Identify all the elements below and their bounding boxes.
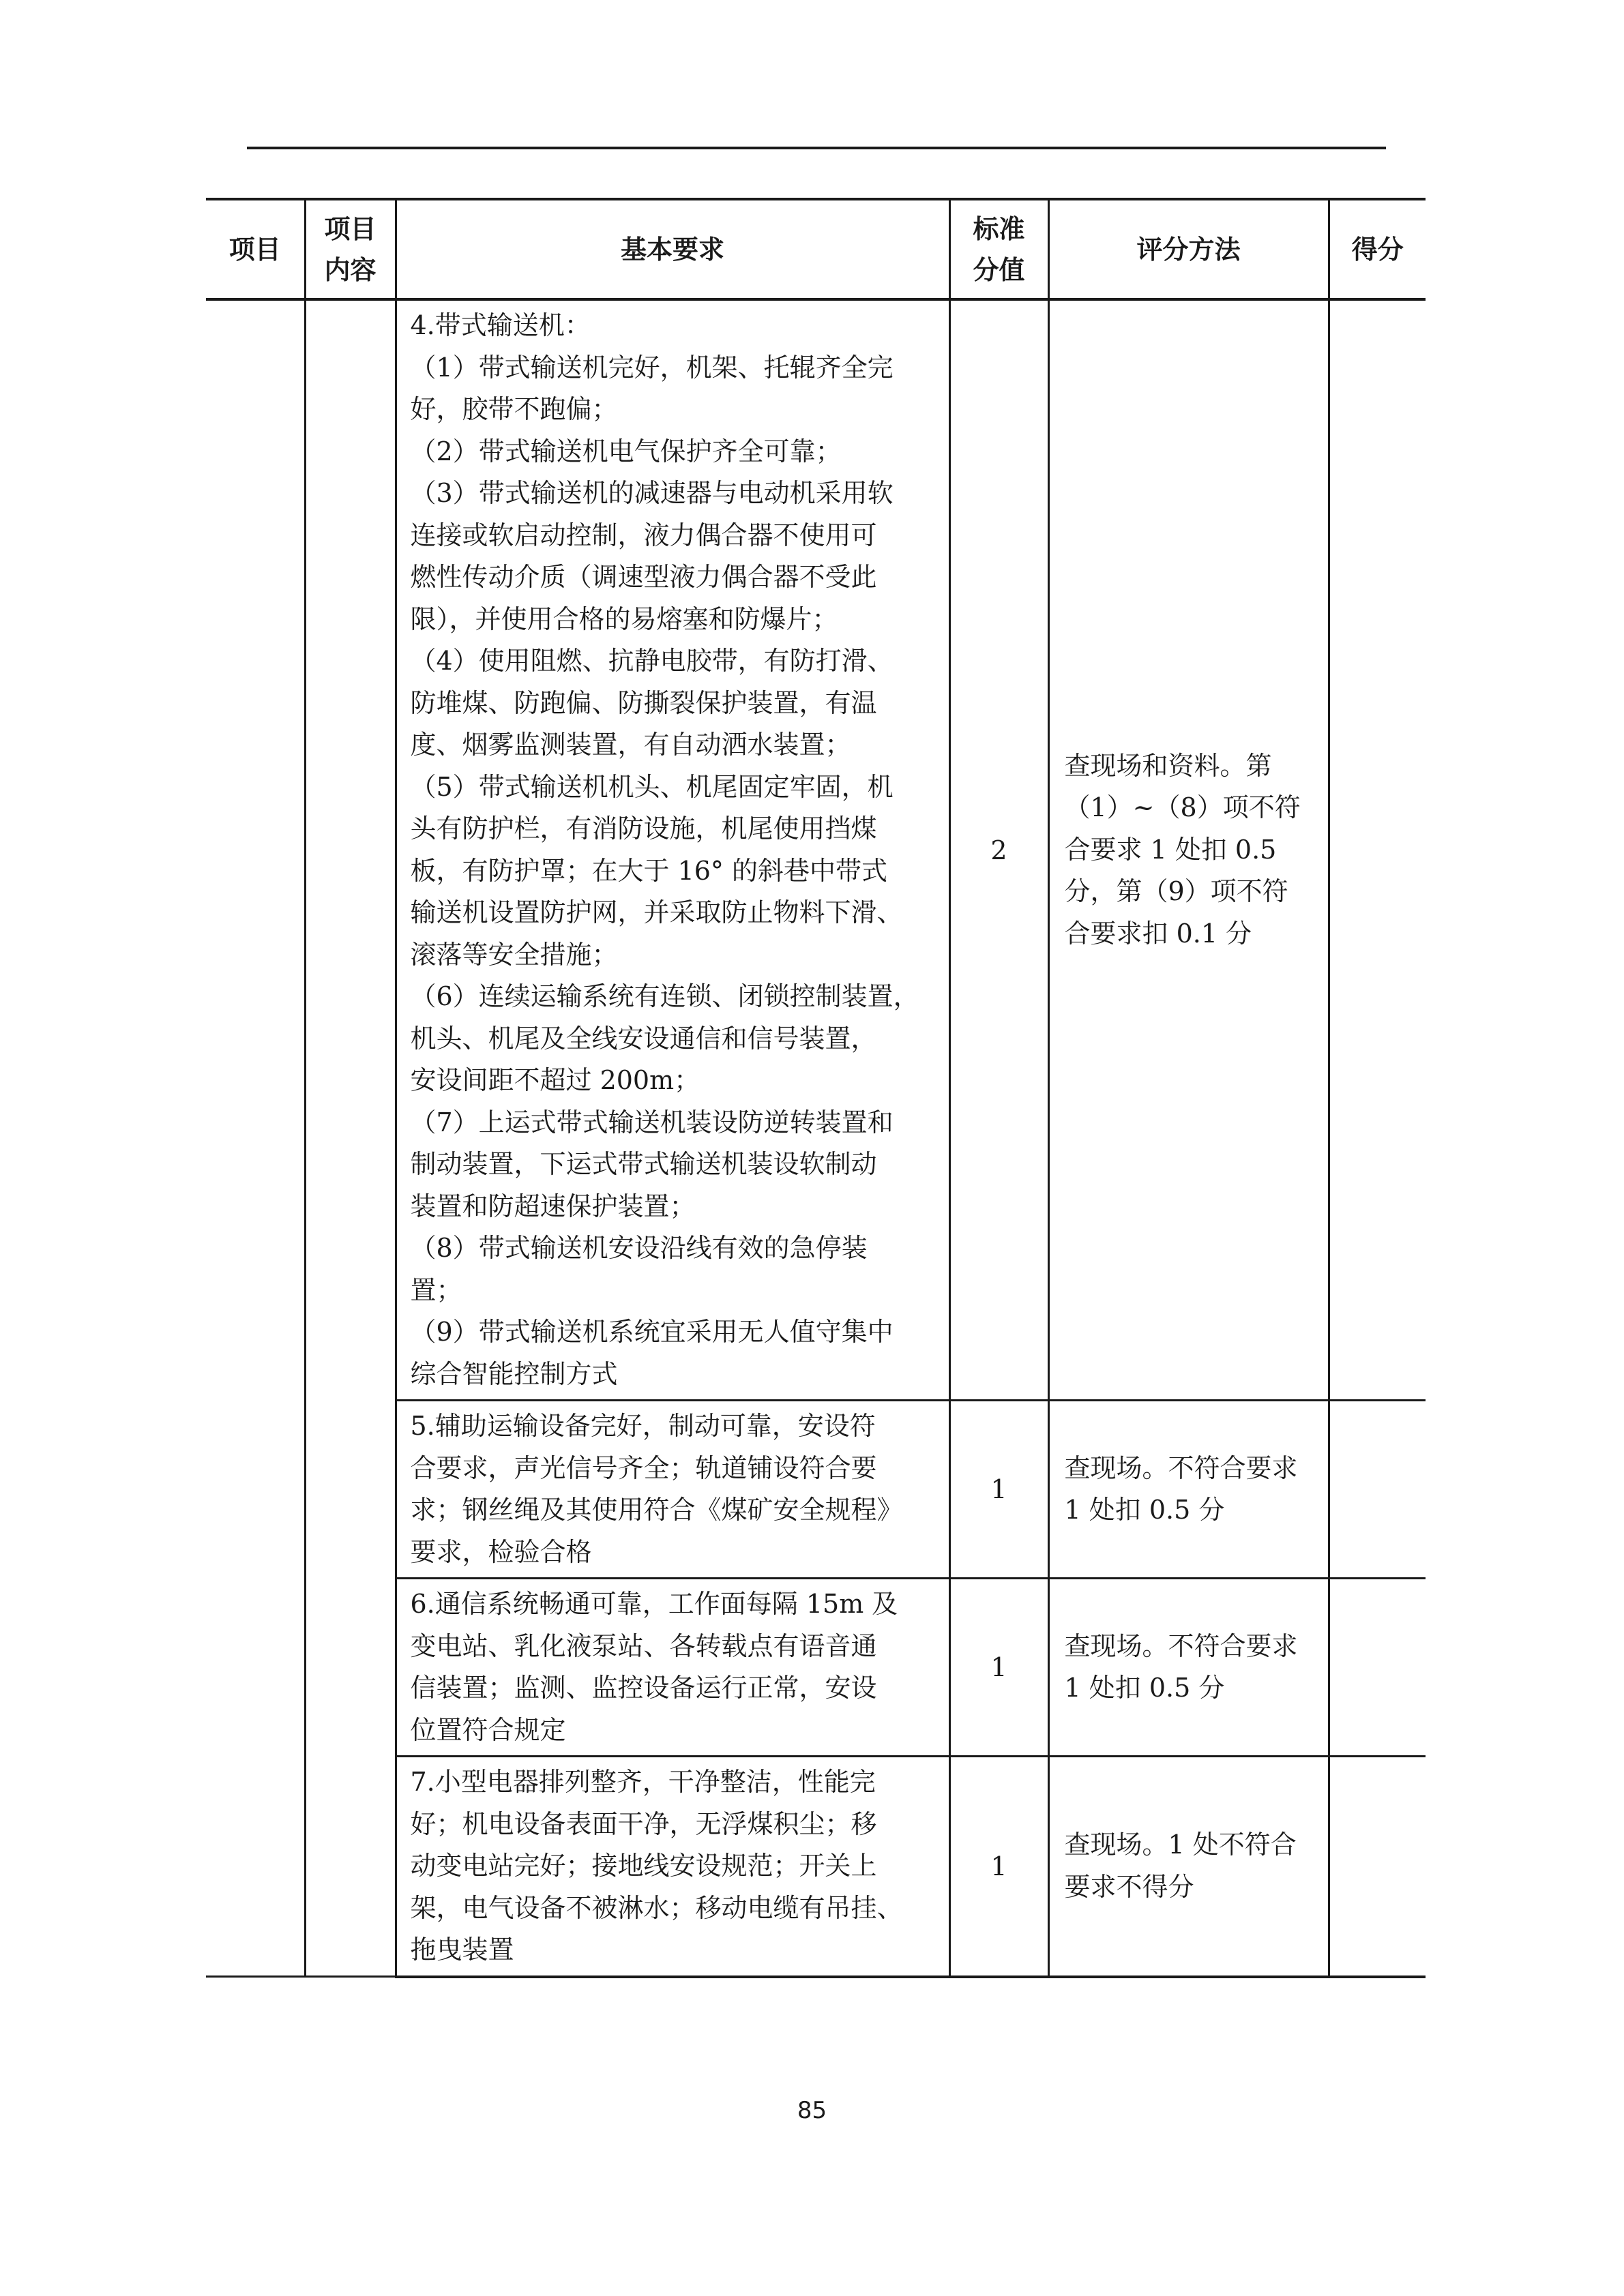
requirement-line: （7）上运式带式输送机装设防逆转装置和: [410, 1107, 894, 1137]
requirement-line: 4.带式输送机：: [410, 310, 591, 340]
scoring-method-line: 查现场。不符合要求: [1064, 1452, 1298, 1483]
requirement-line: 滚落等安全措施；: [410, 939, 618, 970]
requirement-line: 架，电气设备不被淋水；移动电缆有吊挂、: [410, 1892, 903, 1923]
result-cell: [1329, 1757, 1426, 1977]
table-row: [206, 299, 1426, 1401]
table-header-row: [206, 199, 1426, 299]
requirement-line: 连接或软启动控制，液力偶合器不使用可: [410, 520, 877, 550]
result-cell: [1329, 1579, 1426, 1757]
requirement-line: 好，胶带不跑偏；: [410, 394, 618, 424]
requirement-line: 合要求，声光信号齐全；轨道铺设符合要: [410, 1452, 877, 1483]
requirement-line: 板，有防护罩；在大于 16° 的斜巷中带式: [410, 855, 888, 886]
requirement-line: 7.小型电器排列整齐，干净整洁，性能完: [410, 1767, 876, 1797]
item-content-cell: [305, 299, 396, 1977]
requirement-line: 头有防护栏，有消防设施，机尾使用挡煤: [410, 814, 877, 844]
standard-score-cell: 1: [949, 1757, 1048, 1977]
requirement-line: 机头、机尾及全线安设通信和信号装置，: [410, 1023, 877, 1054]
scoring-method-line: 分，第（9）项不符: [1064, 876, 1288, 907]
requirement-line: （4）使用阻燃、抗静电胶带，有防打滑、: [410, 646, 894, 676]
header-item-content: 项目 内容: [305, 199, 396, 299]
requirement-line: （3）带式输送机的减速器与电动机采用软: [410, 478, 894, 508]
requirement-line: 信装置；监测、监控设备运行正常，安设: [410, 1673, 877, 1703]
requirement-line: 动变电站完好；接地线安设规范；开关上: [410, 1851, 877, 1881]
requirement-cell: [396, 299, 949, 1401]
requirement-line: 综合智能控制方式: [410, 1358, 618, 1389]
requirement-line: （2）带式输送机电气保护齐全可靠；: [410, 436, 842, 466]
requirement-line: 求；钢丝绳及其使用符合《煤矿安全规程》: [410, 1495, 903, 1525]
standard-score-cell: 2: [949, 299, 1048, 1401]
scoring-method-line: 要求不得分: [1064, 1871, 1194, 1902]
requirement-line: 度、烟雾监测装置，有自动洒水装置；: [410, 730, 851, 760]
requirement-line: 拖曳装置: [410, 1935, 514, 1965]
requirement-line: 要求，检验合格: [410, 1536, 592, 1567]
header-rule: [247, 147, 1386, 149]
scoring-method-line: （1）~（8）项不符: [1064, 792, 1301, 823]
requirement-line: 燃性传动介质（调速型液力偶合器不受此: [410, 562, 877, 592]
requirement-line: 限），并使用合格的易熔塞和防爆片；: [410, 603, 838, 634]
scoring-table: [206, 198, 1426, 1978]
page-number: 85: [797, 2097, 827, 2124]
scoring-method-line: 查现场。1 处不符合: [1064, 1830, 1297, 1860]
requirement-line: （1）带式输送机完好，机架、托辊齐全完: [410, 352, 894, 383]
requirement-line: （5）带式输送机机头、机尾固定牢固，机: [410, 771, 894, 802]
standard-score-cell: 1: [949, 1401, 1048, 1579]
requirement-line: 5.辅助运输设备完好，制动可靠，安设符: [410, 1411, 876, 1441]
scoring-method-line: 合要求扣 0.1 分: [1064, 918, 1252, 949]
header-scoring-method: 评分方法: [1048, 199, 1329, 299]
requirement-line: （9）带式输送机系统宜采用无人值守集中: [410, 1317, 894, 1347]
scoring-method-cell: [1048, 1401, 1329, 1579]
item-cell: [206, 299, 305, 1977]
requirement-line: 制动装置，下运式带式输送机装设软制动: [410, 1149, 877, 1179]
requirement-cell: [396, 1401, 949, 1579]
requirement-line: （6）连续运输系统有连锁、闭锁控制装置，: [410, 981, 919, 1011]
scoring-method-line: 查现场。不符合要求: [1064, 1630, 1298, 1661]
requirement-line: 6.通信系统畅通可靠，工作面每隔 15m 及: [410, 1589, 898, 1619]
requirement-cell: [396, 1579, 949, 1757]
requirement-line: （8）带式输送机安设沿线有效的急停装: [410, 1233, 868, 1263]
requirement-line: 好；机电设备表面干净，无浮煤积尘；移: [410, 1808, 877, 1839]
requirement-line: 防堆煤、防跑偏、防撕裂保护装置，有温: [410, 687, 877, 718]
requirement-line: 输送机设置防护网，并采取防止物料下滑、: [410, 897, 903, 927]
result-cell: [1329, 1401, 1426, 1579]
scoring-method-cell: [1048, 1757, 1329, 1977]
requirement-line: 变电站、乳化液泵站、各转载点有语音通: [410, 1630, 877, 1661]
scoring-method-line: 1 处扣 0.5 分: [1064, 1495, 1225, 1525]
requirement-line: 置；: [410, 1274, 462, 1305]
result-cell: [1329, 299, 1426, 1401]
scoring-method-cell: [1048, 299, 1329, 1401]
scoring-method-line: 查现场和资料。第: [1064, 750, 1272, 781]
header-standard-score: 标准 分值: [949, 199, 1048, 299]
header-basic-requirement: 基本要求: [396, 199, 949, 299]
header-result: 得分: [1329, 199, 1426, 299]
scoring-method-line: 1 处扣 0.5 分: [1064, 1673, 1225, 1703]
header-item: 项目: [206, 199, 305, 299]
scoring-method-cell: [1048, 1579, 1329, 1757]
scoring-method-line: 合要求 1 处扣 0.5: [1064, 834, 1277, 865]
requirement-cell: [396, 1757, 949, 1977]
requirement-line: 位置符合规定: [410, 1714, 566, 1745]
requirement-line: 装置和防超速保护装置；: [410, 1191, 696, 1221]
standard-score-cell: 1: [949, 1579, 1048, 1757]
requirement-line: 安设间距不超过 200m；: [410, 1065, 700, 1095]
